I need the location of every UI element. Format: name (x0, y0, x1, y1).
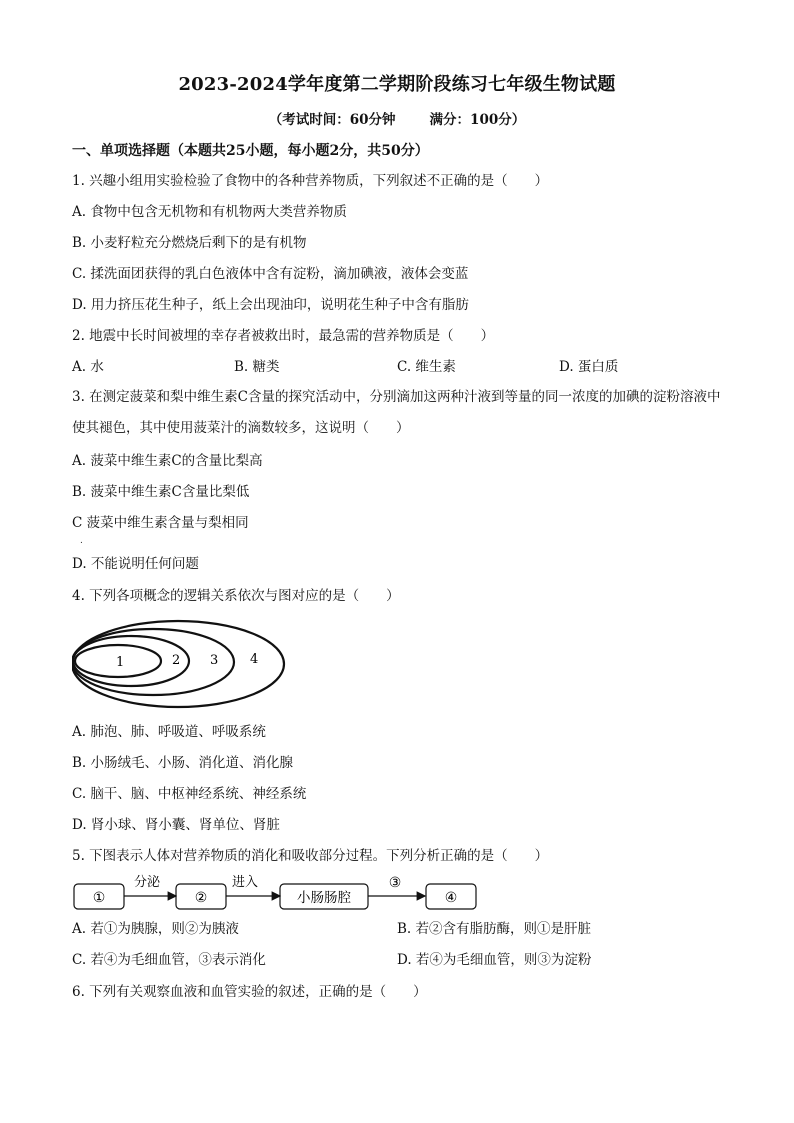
question-1-option-a: A. 食物中包含无机物和有机物两大类营养物质 (72, 204, 347, 220)
full-score: 满分：100分） (429, 112, 526, 128)
question-5-option-b: B. 若②含有脂肪酶，则①是肝脏 (397, 921, 592, 937)
flow-box-2-label: ② (194, 890, 208, 906)
question-6-stem: 6. 下列有关观察血液和血管实验的叙述，正确的是（ ） (72, 984, 427, 1000)
label-2: 2 (172, 653, 181, 668)
nested-ellipses-diagram (72, 618, 292, 710)
question-1-option-d: D. 用力挤压花生种子，纸上会出现油印，说明花生种子中含有脂肪 (72, 297, 469, 313)
question-4-stem: 4. 下列各项概念的逻辑关系依次与图对应的是（ ） (72, 588, 400, 604)
digestion-flow-diagram (72, 870, 492, 914)
question-5-stem: 5. 下图表示人体对营养物质的消化和吸收部分过程。下列分析正确的是（ ） (72, 848, 549, 864)
question-1-stem: 1. 兴趣小组用实验检验了食物中的各种营养物质，下列叙述不正确的是（ ） (72, 173, 549, 189)
exam-time: （考试时间：60分钟 (268, 112, 396, 128)
question-3-option-b: B. 菠菜中维生素C含量比梨低 (72, 484, 250, 500)
question-3-stem: 3. 在测定菠菜和梨中维生素C含量的探究活动中，分别滴加这两种汁液到等量的同一浓度的加碘的淀粉溶液中使其褪色，其中使用菠菜汁的滴数较多，这说明（ ） (72, 389, 721, 436)
question-3-option-d: D. 不能说明任何问题 (72, 556, 199, 572)
exam-title: 2023-2024学年度第二学期阶段练习七年级生物试题 (178, 74, 616, 95)
question-5-option-a: A. 若①为胰腺，则②为胰液 (72, 921, 239, 937)
exam-info (0, 108, 794, 128)
question-3-option-a: A. 菠菜中维生素C的含量比梨高 (72, 453, 263, 469)
question-5-option-d: D. 若④为毛细血管，则③为淀粉 (397, 952, 592, 968)
question-4-option-a: A. 肺泡、肺、呼吸道、呼吸系统 (72, 724, 266, 740)
label-4: 4 (250, 652, 259, 667)
question-2-option-b: B. 糖类 (234, 359, 280, 375)
label-1: 1 (116, 655, 125, 670)
section-heading: 一、单项选择题（本题共25小题，每小题2分，共50分） (72, 143, 429, 159)
flow-arrow-1-label: 分泌 (133, 875, 161, 890)
question-4-option-c: C. 脑干、脑、中枢神经系统、神经系统 (72, 786, 307, 802)
question-4-option-b: B. 小肠绒毛、小肠、消化道、消化腺 (72, 755, 294, 771)
flow-box-4-label: ④ (444, 890, 458, 906)
question-2-option-d: D. 蛋白质 (559, 359, 619, 375)
label-3: 3 (210, 653, 219, 668)
question-4-option-d: D. 肾小球、肾小囊、肾单位、肾脏 (72, 817, 280, 833)
stray-dot: . (80, 536, 83, 546)
question-3-option-c: C 菠菜中维生素含量与梨相同 (72, 515, 249, 531)
flow-arrow-3-label: ③ (388, 875, 402, 891)
question-2-option-a: A. 水 (72, 359, 104, 375)
flow-box-3-label: 小肠肠腔 (297, 890, 351, 906)
flow-box-1-label: ① (92, 890, 106, 906)
question-2-stem: 2. 地震中长时间被埋的幸存者被救出时，最急需的营养物质是（ ） (72, 328, 495, 344)
flow-arrow-2-label: 进入 (231, 875, 259, 890)
question-2-option-c: C. 维生素 (397, 359, 456, 375)
question-5-option-c: C. 若④为毛细血管，③表示消化 (72, 952, 266, 968)
question-1-option-c: C. 揉洗面团获得的乳白色液体中含有淀粉，滴加碘液，液体会变蓝 (72, 266, 469, 282)
question-1-option-b: B. 小麦籽粒充分燃烧后剩下的是有机物 (72, 235, 307, 251)
